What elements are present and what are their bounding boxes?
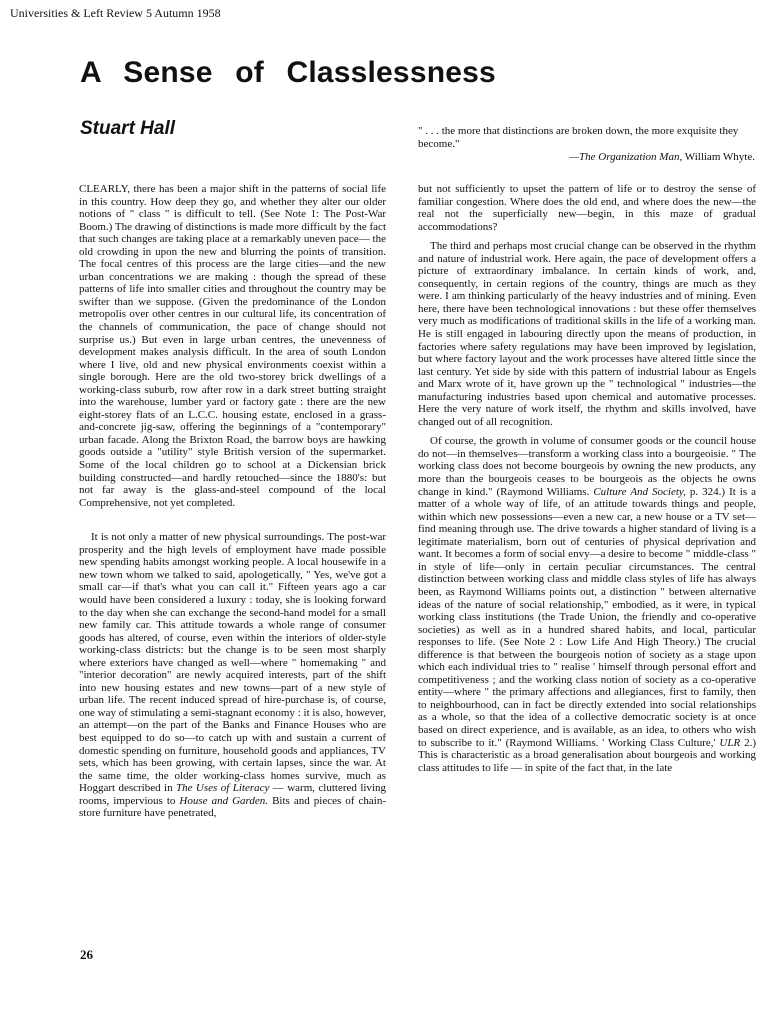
text-run: It is not only a matter of new physical surroundings. The post-war prosperity and the high levels of employment have made possible new spending habits amongst working people. A local housewife in a new town whom we talked to said, apologetically, " Yes, we've got a small car—if that's what you can call it." Fifteen years ago a car would have been considered a luxury : today, she is looking forward to the day when she can exchange the second-hand model for a small new family car. This attitude towards a whole range of consumer goods has altered, of course, even within the interiors of older-style working-class districts: but the change is to be seen most sharply where exteriors have changed as well—where " homemaking " and "interior decoration" are newly acquired interests, part of the shift into new housing estates and new towns—part of a new style of urban life. The recent induced spread of hire-purchase is, of course, one way of stimulating a semi-stagnant economy : it is also, however, an attempt—on the part of the Banks and Finance Houses who are best equipped to do so—to catch up with and sustain a current of domestic spending on furniture, household goods and appliances, TV sets, which has been growing, with certain lapses, since the war. At the same time, the older working-class homes survive, much as Hoggart described in [79, 531, 386, 795]
paragraph [79, 531, 386, 820]
journal-title: ULR [719, 736, 741, 749]
text-run: 2.) This is characteristic as a broad generalisation about bourgeois and working class attitudes to life — in spite of the fact that, in the late [418, 736, 756, 774]
article-title: A Sense of Classlessness [80, 56, 496, 89]
epigraph [418, 125, 755, 164]
paragraph: CLEARLY, there has been a major shift in the patterns of social life in this country. How deep they go, and whether they alter our older notions of " class " is difficult to tell. (See Note 1: The Post-War Boom.) The drawing of distinctions is made more difficult by the fact that such changes are taking place at a remarkably uneven pace— the old crowding in upon the new and blurring the points of transition. The focal centres of this process are the large cities—and the new urban concentrations we are making : though the spread of these patterns of life into smaller cities and throughout the country may be swifter than we suppose. (Given the predominance of the London metropolis over other centres in our cultural life, its concentration of the channels of communication, the pace of change should not surprise us.) But even in large urban centres, the unevenness of development makes analysis difficult. In the area of south London where I live, old and new physical environments coexist within a single borough. Here are the old two-storey brick dwellings of a working-class suburb, row after row in a dark street butting straight into the warehouse, lumber yard or factory gate : there are the new eight-storey flats of an L.C.C. housing estate, enclosed in a grass-and-concrete jig-saw, offering the beginnings of a "contemporary" urban facade. Along the Brixton Road, the barrow boys are hawking goods outside a "utility" style British version of the supermarket. Some of the local children go to school at a Dickensian brick building constructed—and hardly retouched—since the 1880's: but not far away is the glass-and-steel compound of the local Comprehensive, not yet completed. [79, 183, 386, 509]
right-column [418, 183, 756, 774]
text-run: Of course, the growth in volume of consumer goods or the council house do not—in themselves—transform a working class into a bourgeoisie. " The working class does not become bourgeois by owning the new products, any more than the bourgeois ceases to be bourgeois as the objects he owns change in kind." (Raymond Williams. [418, 435, 756, 498]
epigraph-attribution [418, 151, 755, 164]
text-run: — warm, cluttered living rooms, impervious to [79, 782, 386, 807]
text-run: Bits and pieces of chain-store furniture have penetrated, [79, 794, 386, 820]
epigraph-quote: " . . . the more that distinctions are broken down, the more exquisite they become." [418, 125, 739, 150]
running-head: Universities & Left Review 5 Autumn 1958 [10, 6, 221, 20]
paragraph [418, 435, 756, 774]
epigraph-author: William Whyte. [682, 151, 755, 163]
book-title: The Uses of Literacy [176, 782, 270, 795]
author-name: Stuart Hall [80, 118, 176, 139]
paragraph: The third and perhaps most crucial change can be observed in the rhythm and nature of industrial work. Here again, the pace of development offers a picture of extraordinary imbalance. In certain kinds of work, and, consequently, in certain regions of the country, things are much as they were. I am thinking particularly of the heavy industries and of mining. Even here, there have been technological innovations : but these offer themselves very much as modifications of traditional skills in the life of a working man. He is still engaged in labouring directly upon the means of production, in factories where safety regulations may have been improved by legislation, but where factory layout and the work processes have altered little since the last century. Yet side by side with this pattern of industrial labour as Engels and Marx wrote of it, have grown up the " technological " industries—the manufacturing industries based upon chemical and automative processes. Here the very nature of work itself, the rhythm and skills involved, have changed out of all recognition. [418, 240, 756, 428]
left-column [79, 183, 386, 820]
text-run: p. 324.) It is a matter of a whole way of life, of an attitude towards things and people, within which new possessions—even a new car, a new house or a TV set—find meaning through use. The drive towards a higher standard of living is a legitimate materialism, born out of centuries of physical deprivation and want. It becomes a form of social envy—a desire to become " middle-class " in style of life—only in certain peculiar circumstances. The central distinction between working class and middle class styles of life has always been, as Raymond Williams points out, a distinction " between alternative ideas of the nature of social relationship," embodied, as it were, in typical working class institutions (the Trade Union, the friendly and co-operative societies) as well as in a hundred shared habits, and local, particular responses to life. (See Note 2 : Low Life And High Theory.) The crucial difference is that between the bourgeois notion of society as a stage upon which each individual tries to " realise ' himself through personal effort and competitiveness ; and the working class notion of society as a co-operative entity—where " the primary affections and allegiances, first to family, then to neighbourhood, can in fact be directly extended into social relationships as a whole, so that the idea of a collective democratic society is at once based on direct experience, and is available, as an idea, to others who wish to subscribe to it." (Raymond Williams. ' Working Class Culture,' [418, 485, 756, 749]
epigraph-work: —The Organization Man, [569, 151, 683, 163]
paragraph: but not sufficiently to upset the pattern of life or to destroy the sense of familiar congestion. Where does the old end, and where does the new—the real not the superficially new—begin, in this maze of gradual accommodations? [418, 183, 756, 233]
magazine-title: House and Garden. [179, 794, 269, 807]
book-title: Culture And Society, [593, 485, 686, 498]
page-number: 26 [80, 947, 93, 962]
